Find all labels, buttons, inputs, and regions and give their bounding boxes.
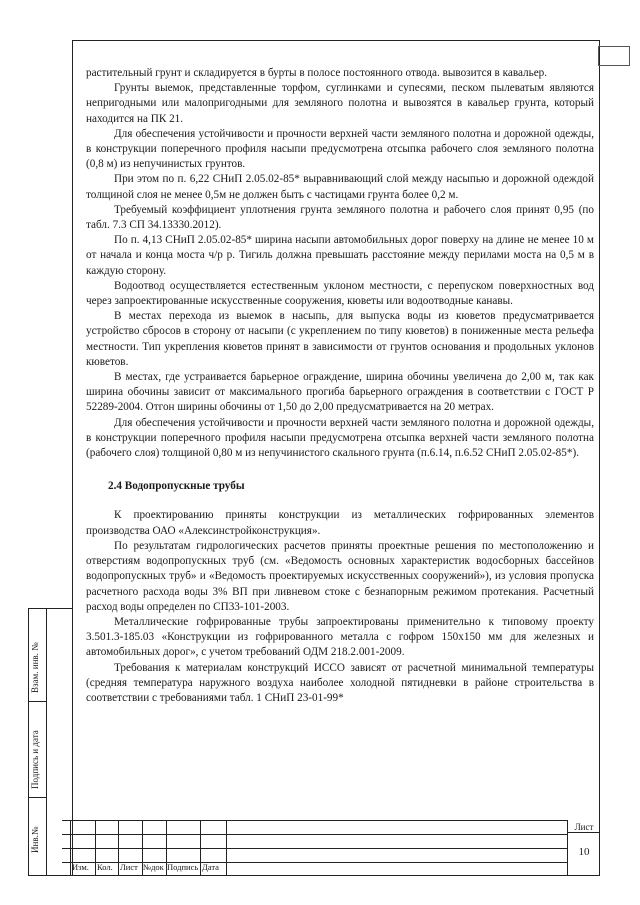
paragraph: Грунты выемок, представленные торфом, суглинками и супесями, песком пылеватым являются непригодными или малопригодными для земляного полотна и вывозятся в кавальер грунта, который находится на ПК 21. xyxy=(86,82,594,125)
stamp-col-line xyxy=(200,820,201,876)
margin-cell-podpis xyxy=(29,701,46,798)
paragraph: По п. 4,13 СНиП 2.05.02-85* ширина насыпи автомобильных дорог поверху на длине не менее 10 м от начала и конца моста ч/р р. Тигиль должна превышать расстояние между перилами моста на 0,5 м в каждую сторону. xyxy=(86,234,594,277)
stamp-row-line xyxy=(62,834,568,849)
sheet-number-box xyxy=(567,820,600,876)
margin-cell-vzam xyxy=(29,609,46,702)
margin-label-podpis: Подпись и дата xyxy=(30,730,40,789)
document-body xyxy=(86,66,594,706)
paragraph: Для обеспечения устойчивости и прочности верхней части земляного полотна и дорожной одежды, в конструкции поперечного профиля насыпи предусмотрена отсыпка рабочего слоя земляного полотна (0,8 м) из непучинистых грунтов. xyxy=(86,127,594,171)
margin-label-inv: Инв.№ xyxy=(30,826,40,853)
section-heading: 2.4 Водопропускные трубы xyxy=(108,480,245,493)
margin-label-vzam: Взам. инв. № xyxy=(30,642,40,693)
paragraph: В местах перехода из выемок в насыпь, для выпуска воды из кюветов предусматривается устройство сбросов в сторону от насыпи (с укреплением по типу кюветов) в пониженные места рельефа местности. Тип укрепления кюветов принят в зависимости от грунтов основания и продольных уклонов кюветов. xyxy=(86,310,594,368)
sheet-label: Лист xyxy=(568,822,600,833)
stamp-col-line xyxy=(118,820,119,876)
margin-cell-inv xyxy=(29,797,46,875)
stamp-row-line xyxy=(62,848,568,863)
stamp-label-list: Лист xyxy=(120,862,138,872)
sheet-number: 10 xyxy=(578,846,590,858)
stamp-label-kol: Кол. xyxy=(97,862,113,872)
stamp-row-line xyxy=(62,820,568,835)
stamp-label-data: Дата xyxy=(202,862,219,872)
paragraph: По результатам гидрологических расчетов приняты проектные решения по местоположению и отверстиям водопропускных труб (см. «Ведомость основных характеристик водосборных бассейнов водопропускных труб» и «Ведомость проектируемых искусственных сооружений»), из условия пропуска расчетного расхода воды 3% ВП при ливневом стоке с безнапорным режимом протекания. Расчетный расход воды определен по СП33-101-2003. xyxy=(86,539,594,613)
corner-stamp xyxy=(598,46,630,66)
paragraph: Для обеспечения устойчивости и прочности верхней части земляного полотна и дорожной одежды, в конструкции поперечного профиля насыпи предусмотрена отсыпка верхней части земляного полотна (рабочего слоя) толщиной 0,80 м из непучинистого скального грунта (п.6.14, п.6.52 СНиП 2.05.02-85*). xyxy=(86,416,594,460)
paragraph: Металлические гофрированные трубы запроектированы применительно к типовому проекту 3.501.3-185.03 «Конструкции из гофрированного металла с гофром 150х150 мм для железных и автомобильных дорог», с учетом требований ОДМ 218.2.001-2009. xyxy=(86,615,594,659)
stamp-col-line xyxy=(70,820,71,876)
title-block xyxy=(62,820,600,876)
stamp-label-podpis: Подпись xyxy=(167,862,199,872)
stamp-label-ndok: №док xyxy=(143,862,164,872)
paragraph: К проектированию приняты конструкции из металлических гофрированных элементов производства ОАО «Алексинстройконструкция». xyxy=(86,509,594,537)
paragraph: Требуемый коэффициент уплотнения грунта земляного полотна и рабочего слоя принят 0,95 (по табл. 7.3 СП 34.13330.2012). xyxy=(86,203,594,232)
stamp-col-line xyxy=(226,820,227,876)
paragraph: Водоотвод осуществляется естественным уклоном местности, с перепуском поверхностных вод через запроектированные искусственные сооружения, кюветы или водоотводные канавы. xyxy=(86,279,594,308)
paragraph: При этом по п. 6,22 СНиП 2.05.02-85* выравнивающий слой между насыпью и дорожной одеждой толщиной слоя не менее 0,5м не должен быть с частицами грунта более 0,2 м. xyxy=(86,173,594,201)
paragraph: В местах, где устраивается барьерное ограждение, ширина обочины увеличена до 2,00 м, так как ширина обочины зависит от максимального прогиба барьерного ограждения в соответствии с ГОСТ Р 52289-2004. Отгон ширины обочины от 1,50 до 2,00 предусматривается на 20 метрах. xyxy=(86,371,594,414)
paragraph: Требования к материалам конструкций ИССО зависят от расчетной минимальной температуры (средняя температура наружного воздуха наиболее холодной пятидневки в районе строительства в соответствии с требованиями табл. 1 СНиП 23-01-99* xyxy=(86,661,594,704)
paragraph: растительный грунт и складируется в бурты в полосе постоянного отвода. вывозится в кавальер. xyxy=(86,67,548,79)
stamp-col-line xyxy=(95,820,96,876)
stamp-label-izm: Изм. xyxy=(72,862,89,872)
